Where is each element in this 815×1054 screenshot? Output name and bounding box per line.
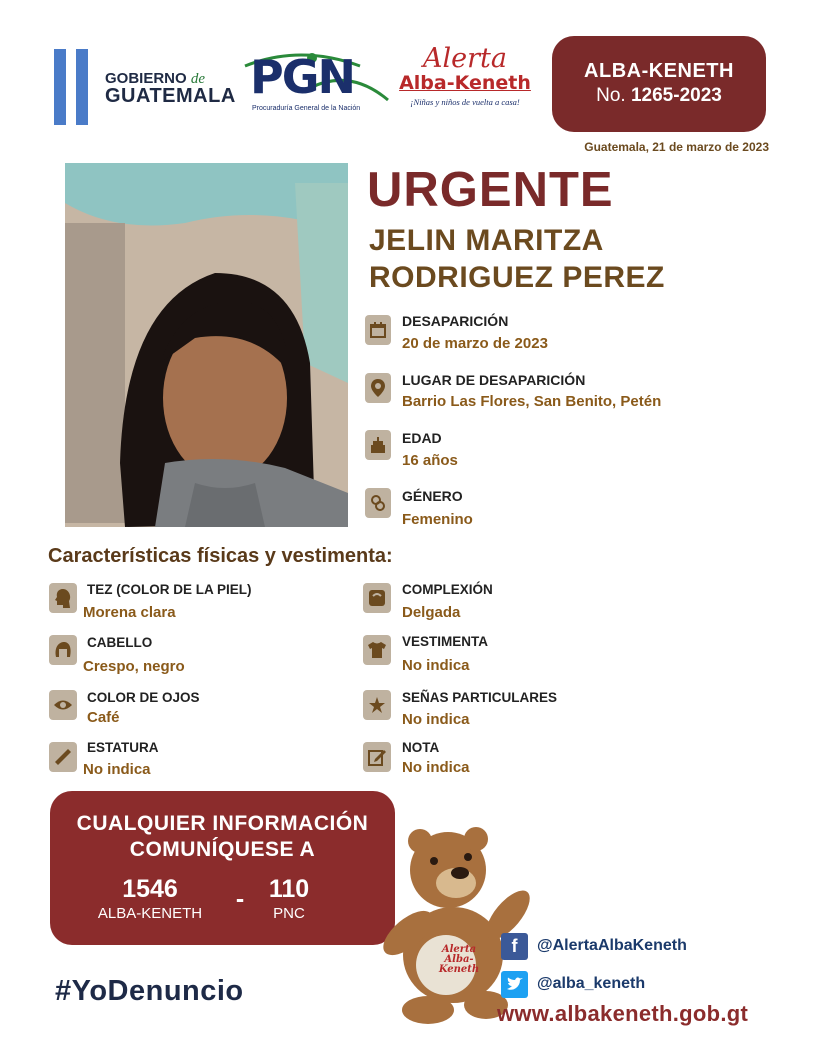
height-value: No indica bbox=[83, 761, 151, 778]
alert-number-box bbox=[552, 36, 766, 132]
contact-heading-line1: CUALQUIER INFORMACIÓN bbox=[76, 812, 369, 835]
disappearance-location-value: Barrio Las Flores, San Benito, Petén bbox=[402, 393, 662, 410]
eye-color-label: COLOR DE OJOS bbox=[87, 690, 200, 705]
skin-tone-label: TEZ (COLOR DE LA PIEL) bbox=[87, 582, 252, 597]
contact-box bbox=[50, 791, 395, 945]
twitter-icon[interactable] bbox=[501, 971, 528, 998]
height-label: ESTATURA bbox=[87, 740, 159, 755]
build-label: COMPLEXIÓN bbox=[402, 582, 493, 597]
age-value: 16 años bbox=[402, 452, 458, 469]
gobierno-de: de bbox=[190, 71, 206, 87]
note-edit-icon bbox=[363, 742, 391, 772]
cake-icon bbox=[365, 430, 391, 460]
shirt-icon bbox=[363, 635, 391, 665]
distinguishing-marks-value: No indica bbox=[402, 711, 470, 728]
alert-number bbox=[552, 85, 766, 107]
gobierno-logo-bar-1 bbox=[54, 49, 66, 125]
gender-icon bbox=[365, 488, 391, 518]
location-pin-icon bbox=[365, 373, 391, 403]
person-name-line1: JELIN MARITZA bbox=[369, 224, 604, 257]
alert-number-value: 1265-2023 bbox=[630, 85, 722, 106]
person-name bbox=[369, 222, 665, 296]
calendar-icon bbox=[365, 315, 391, 345]
disappearance-date-label: DESAPARICIÓN bbox=[402, 313, 509, 329]
alerta-slogan: ¡Niñas y niños de vuelta a casa! bbox=[410, 97, 520, 107]
missing-person-photo bbox=[65, 163, 348, 527]
website-link[interactable]: www.albakeneth.gob.gt bbox=[497, 1001, 749, 1026]
note-label: NOTA bbox=[402, 740, 440, 755]
pnc-phone-number: 110 bbox=[268, 875, 310, 903]
person-name-line2: RODRIGUEZ PEREZ bbox=[369, 261, 665, 294]
person-photo-image bbox=[65, 163, 348, 527]
pgn-subtitle: Procuraduría General de la Nación bbox=[252, 105, 361, 112]
alba-keneth-phone-label: ALBA-KENETH bbox=[97, 905, 203, 922]
disappearance-date-value: 20 de marzo de 2023 bbox=[402, 335, 548, 352]
contact-heading-line2: COMUNÍQUESE A bbox=[129, 838, 316, 861]
facebook-handle[interactable]: @AlertaAlbaKeneth bbox=[537, 937, 687, 954]
age-label: EDAD bbox=[402, 430, 442, 446]
urgent-heading: URGENTE bbox=[367, 163, 614, 217]
alba-keneth-phone-number: 1546 bbox=[122, 875, 178, 903]
pgn-logo-text: PGN bbox=[250, 50, 354, 104]
alerta-alba-keneth-logo bbox=[395, 45, 535, 115]
yo-denuncio-hashtag: #YoDenuncio bbox=[55, 975, 244, 1007]
hair-icon bbox=[49, 635, 77, 665]
face-profile-icon bbox=[49, 583, 77, 613]
distinguishing-marks-label: SEÑAS PARTICULARES bbox=[402, 690, 558, 705]
clothing-value: No indica bbox=[402, 657, 470, 674]
alert-no-prefix: No. bbox=[596, 85, 626, 106]
gobierno-logo-bar-2 bbox=[76, 49, 88, 125]
clothing-label: VESTIMENTA bbox=[402, 634, 489, 649]
phone-separator: - bbox=[235, 885, 245, 913]
facebook-icon[interactable]: f bbox=[501, 933, 528, 960]
star-icon bbox=[363, 690, 391, 720]
characteristics-title: Características físicas y vestimenta: bbox=[48, 545, 393, 567]
gender-label: GÉNERO bbox=[402, 488, 463, 504]
gobierno-line2: GUATEMALA bbox=[105, 85, 236, 107]
gobierno-line1: GOBIERNO bbox=[105, 70, 187, 87]
scale-icon bbox=[363, 583, 391, 613]
build-value: Delgada bbox=[402, 604, 461, 621]
ruler-icon bbox=[49, 742, 77, 772]
pgn-logo bbox=[240, 48, 390, 116]
hair-label: CABELLO bbox=[87, 635, 153, 650]
hair-value: Crespo, negro bbox=[83, 658, 185, 675]
alerta-logo-line2: Alba-Keneth bbox=[399, 72, 531, 94]
eye-color-value: Café bbox=[87, 709, 120, 726]
skin-tone-value: Morena clara bbox=[83, 604, 176, 621]
mascot-badge-text: Alerta Alba-Keneth bbox=[438, 944, 480, 975]
gobierno-logo bbox=[105, 70, 236, 105]
alerta-logo-line1: Alerta bbox=[423, 43, 507, 74]
issue-date: Guatemala, 21 de marzo de 2023 bbox=[584, 140, 769, 154]
disappearance-location-label: LUGAR DE DESAPARICIÓN bbox=[402, 372, 586, 388]
eye-icon bbox=[49, 690, 77, 720]
twitter-handle[interactable]: @alba_keneth bbox=[537, 975, 646, 992]
alert-system-label: ALBA-KENETH bbox=[584, 60, 734, 82]
gender-value: Femenino bbox=[402, 511, 473, 528]
pnc-phone-label: PNC bbox=[273, 905, 305, 922]
note-value: No indica bbox=[402, 759, 470, 776]
